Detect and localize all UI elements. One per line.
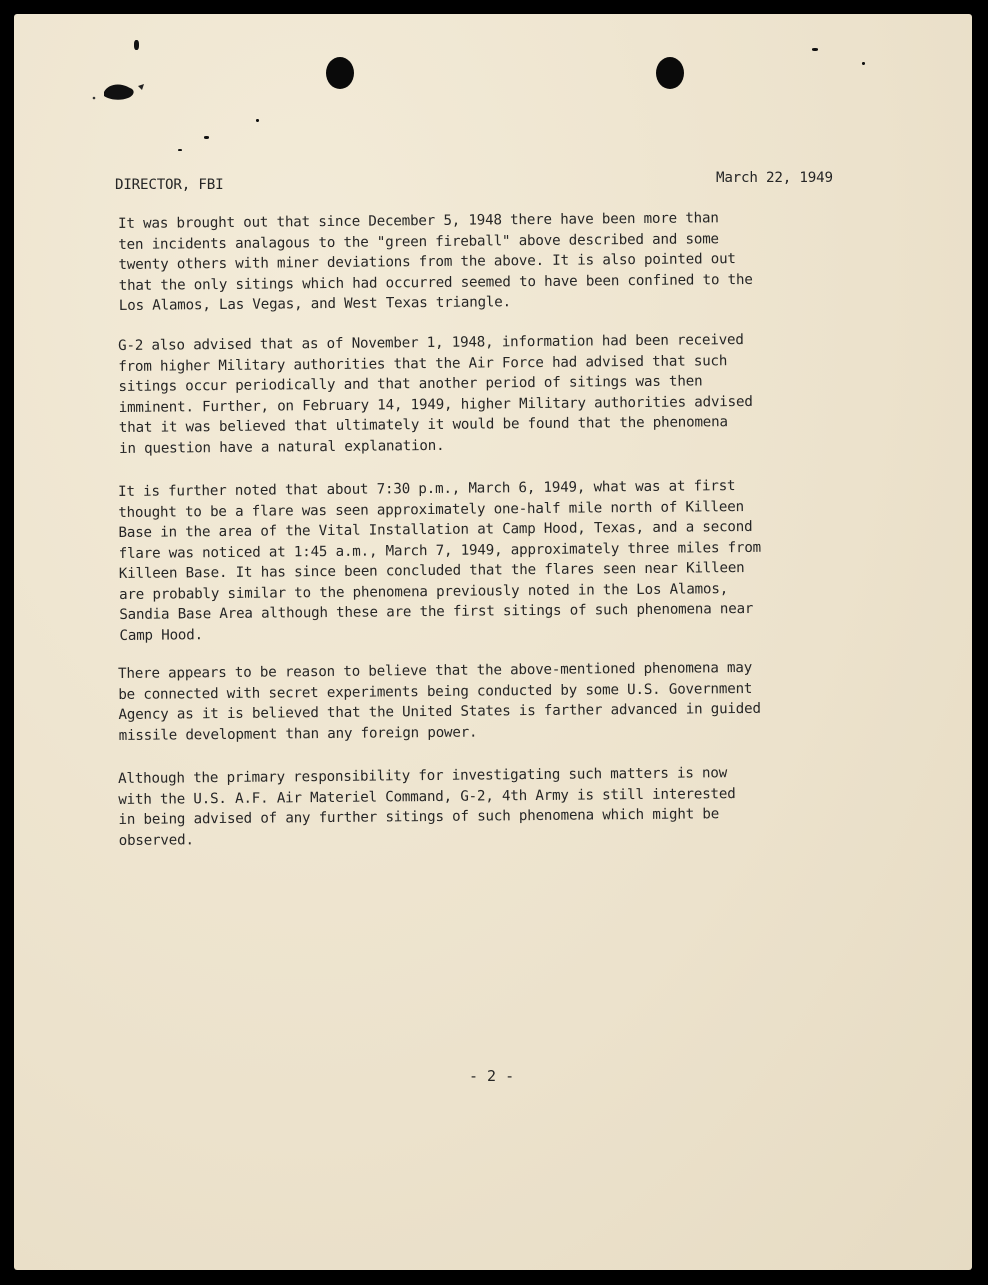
text-line: with the U.S. A.F. Air Materiel Command, G-2, 4th Army is still interested <box>118 785 736 808</box>
text-line: twenty others with miner deviations from the above. It is also pointed out <box>118 251 736 273</box>
text-line: in being advised of any further sitings of such phenomena which might be <box>118 806 720 828</box>
text-line: Killeen Base. It has since been concluded that the flares seen near Killeen <box>118 559 745 582</box>
addressee: DIRECTOR, FBI <box>115 177 224 193</box>
page-number: - 2 - <box>469 1067 515 1085</box>
text-line: Agency as it is believed that the United States is farther advanced in guided <box>118 700 761 723</box>
text-line: ten incidents analagous to the "green fireball" above described and some <box>118 230 719 253</box>
speck-mark <box>256 119 259 122</box>
text-line: that it was believed that ultimately it would be found that the phenomena <box>118 414 728 436</box>
text-line: G-2 also advised that as of November 1, 1948, information had been received <box>118 331 744 354</box>
text-line: are probably similar to the phenomena previously noted in the Los Alamos, <box>119 580 729 603</box>
text-line: Base in the area of the Vital Installation at Camp Hood, Texas, and a second <box>118 518 753 541</box>
paragraph-1 <box>118 206 919 316</box>
text-line: It is further noted that about 7:30 p.m., March 6, 1949, what was at first <box>118 478 736 500</box>
speck-mark <box>812 48 818 51</box>
text-line: observed. <box>118 831 194 849</box>
paragraph-4 <box>118 656 919 746</box>
text-line: Although the primary responsibility for investigating such matters is now <box>118 765 728 787</box>
paragraph-5 <box>118 761 919 851</box>
text-line: flare was noticed at 1:45 a.m., March 7, 1949, approximately three miles from <box>118 539 762 562</box>
paragraph-2 <box>118 328 919 459</box>
text-line: There appears to be reason to believe that the above-mentioned phenomena may <box>118 659 753 682</box>
speck-mark <box>204 136 209 139</box>
text-line: It was brought out that since December 5, 1948 there have been more than <box>118 210 719 232</box>
punch-hole-left <box>326 57 354 89</box>
text-line: thought to be a flare was seen approximately one-half mile north of Killeen <box>118 498 744 521</box>
text-line: be connected with secret experiments being conducted by some U.S. Government <box>118 680 753 703</box>
text-line: Sandia Base Area although these are the first sitings of such phenomena near <box>119 600 754 623</box>
text-line: that the only sitings which had occurred seemed to have been confined to the <box>118 271 753 294</box>
text-line: Camp Hood. <box>119 626 203 644</box>
text-line: in question have a natural explanation. <box>119 437 445 457</box>
text-line: missile development than any foreign power. <box>118 724 478 744</box>
speck-mark <box>862 62 865 65</box>
text-line: imminent. Further, on February 14, 1949, higher Military authorities advised <box>118 393 753 416</box>
text-line: from higher Military authorities that the Air Force had advised that such <box>118 352 728 375</box>
text-line: Los Alamos, Las Vegas, and West Texas triangle. <box>118 294 512 314</box>
speck-mark <box>134 40 139 50</box>
document-page <box>14 14 972 1270</box>
punch-hole-right <box>656 57 684 89</box>
paragraph-3 <box>118 474 920 646</box>
speck-mark <box>178 149 182 151</box>
document-date: March 22, 1949 <box>716 170 833 186</box>
ink-smudge <box>90 80 152 102</box>
text-line: sitings occur periodically and that another period of sitings was then <box>118 373 703 395</box>
